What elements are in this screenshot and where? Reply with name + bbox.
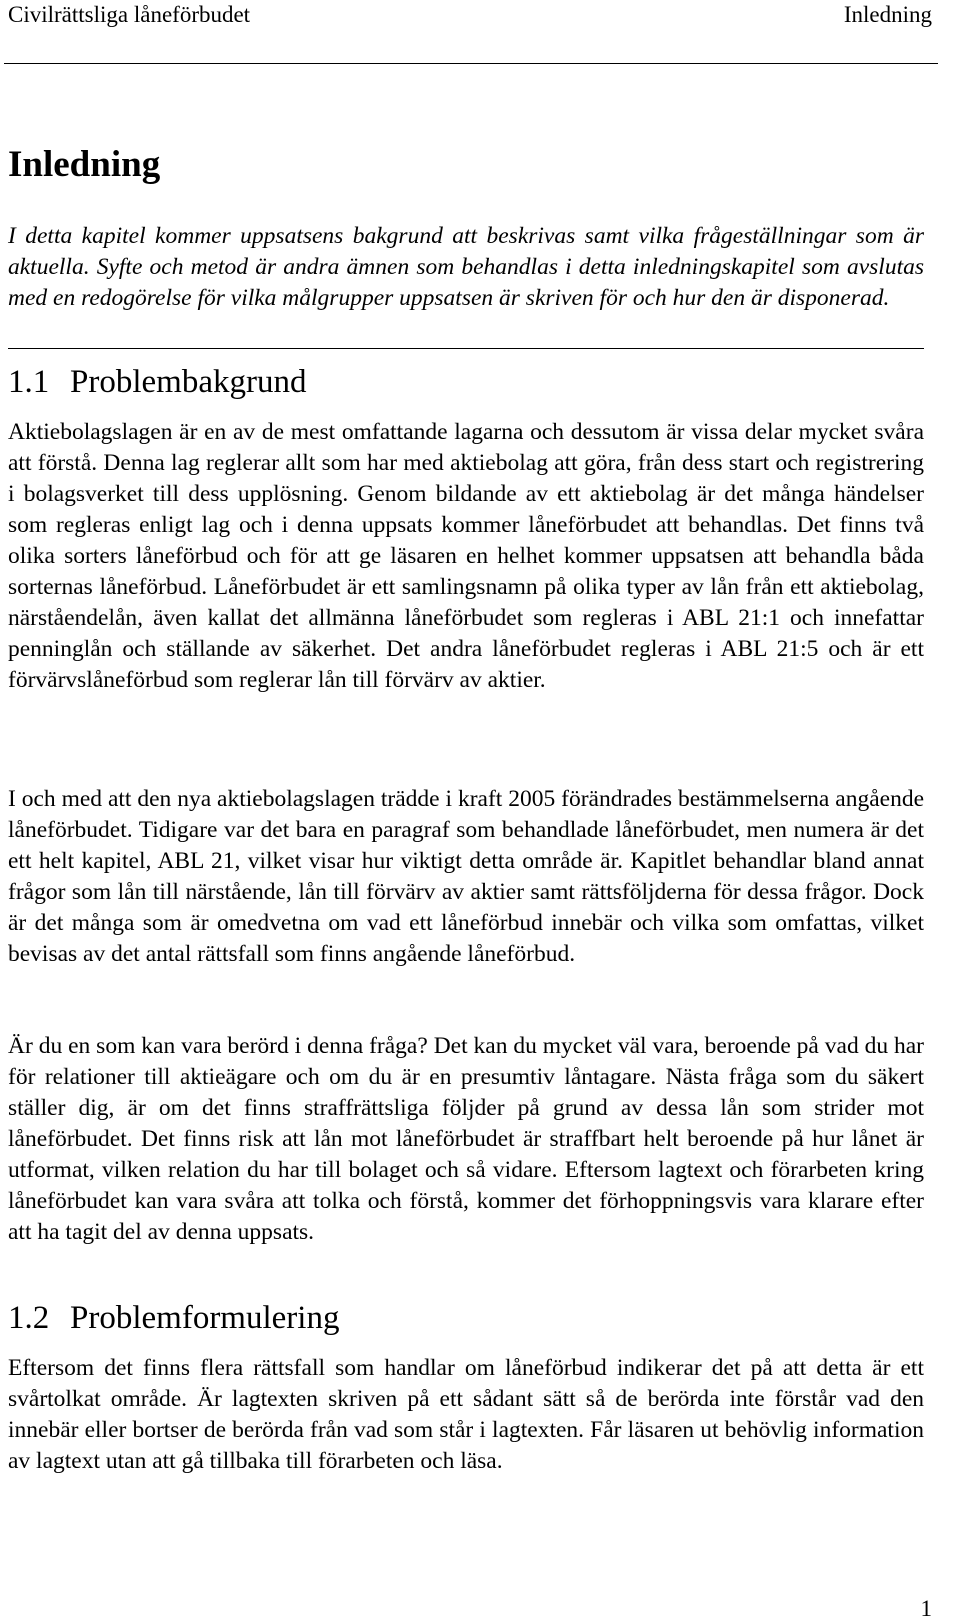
chapter-title: Inledning [8,144,161,185]
chapter-intro: I detta kapitel kommer uppsatsens bakgrund att beskrivas samt vilka frågeställningar som är aktuella. Syfte och metod är andra ämnen som behandlas i detta inledningskapitel som avslutas med en redogörelse för vilka målgrupper uppsatsen är skriven för och hur den är disponerad. [8,223,924,311]
section-heading-problembakgrund [8,362,306,402]
page-number: 1 [920,1596,932,1621]
section-heading-problemformulering [8,1298,339,1338]
intro-rule [8,348,924,349]
section-title: Problemformulering [70,1300,340,1336]
paragraph: Eftersom det finns flera rättsfall som handlar om låneförbud indikerar det på att detta är ett svårtolkat område. Är lagtexten skriven på ett sådant sätt så de berörda inte förstår vad den innebär eller bortser de berörda från vad som står i lagtexten. Får läsaren ut behövlig information av lagtext utan att gå tillbaka till förarbeten och läsa. [8,1355,924,1474]
section-number: 1.2 [8,1300,50,1336]
paragraph: I och med att den nya aktiebolagslagen trädde i kraft 2005 förändrades bestämmelserna angående låneförbudet. Tidigare var det bara en paragraf som behandlade låneförbudet, men numera är det ett helt kapitel, ABL 21, vilket visar hur viktigt detta område är. Kapitlet behandlar bland annat frågor som lån till närstående, lån till förvärv av aktier samt rättsföljderna för dessa frågor. Dock är det många som är omedvetna om vad ett låneförbud innebär och vilka som omfattas, vilket bevisas av det antal rättsfall som finns angående låneförbud. [8,786,924,967]
section-title: Problembakgrund [70,364,307,400]
header-rule [4,63,938,64]
running-header [8,0,932,64]
header-document-title: Civilrättsliga låneförbudet [8,2,251,27]
header-chapter-title: Inledning [843,2,932,27]
paragraph: Är du en som kan vara berörd i denna fråga? Det kan du mycket väl vara, beroende på vad du har för relationer till aktieägare och om du är en presumtiv låntagare. Nästa fråga som du säkert ställer dig, är om det finns straffrättsliga följder på grund av dessa lån som strider mot låneförbudet. Det finns risk att lån mot låneförbudet är straffbart helt beroende på hur lånet är utformat, vilken relation du har till bolaget och så vidare. Eftersom lagtext och förarbeten kring låneförbudet kan vara svåra att tolka och förstå, kommer det förhoppningsvis vara klarare efter att ha tagit del av denna uppsats. [8,1033,924,1245]
section-number: 1.1 [8,364,50,400]
paragraph: Aktiebolagslagen är en av de mest omfattande lagarna och dessutom är vissa delar mycket svåra att förstå. Denna lag reglerar allt som har med aktiebolag att göra, från dess start och registrering i bolagsverket till dess upplösning. Genom bildande av ett aktiebolag är det många händelser som regleras enligt lag och i denna uppsats kommer låneförbudet att behandlas. Det finns två olika sorters låneförbud och för att ge läsaren en helhet kommer uppsatsen att behandla båda sorternas låneförbud. Låneförbudet är ett samlingsnamn på olika typer av lån från ett aktiebolag, närståendelån, även kallat det allmänna låneförbudet som regleras i ABL 21:1 och innefattar penninglån och ställande av säkerhet. Det andra låneförbudet regleras i ABL 21:5 och är ett förvärvslåneförbud som reglerar lån till förvärv av aktier. [8,419,924,693]
